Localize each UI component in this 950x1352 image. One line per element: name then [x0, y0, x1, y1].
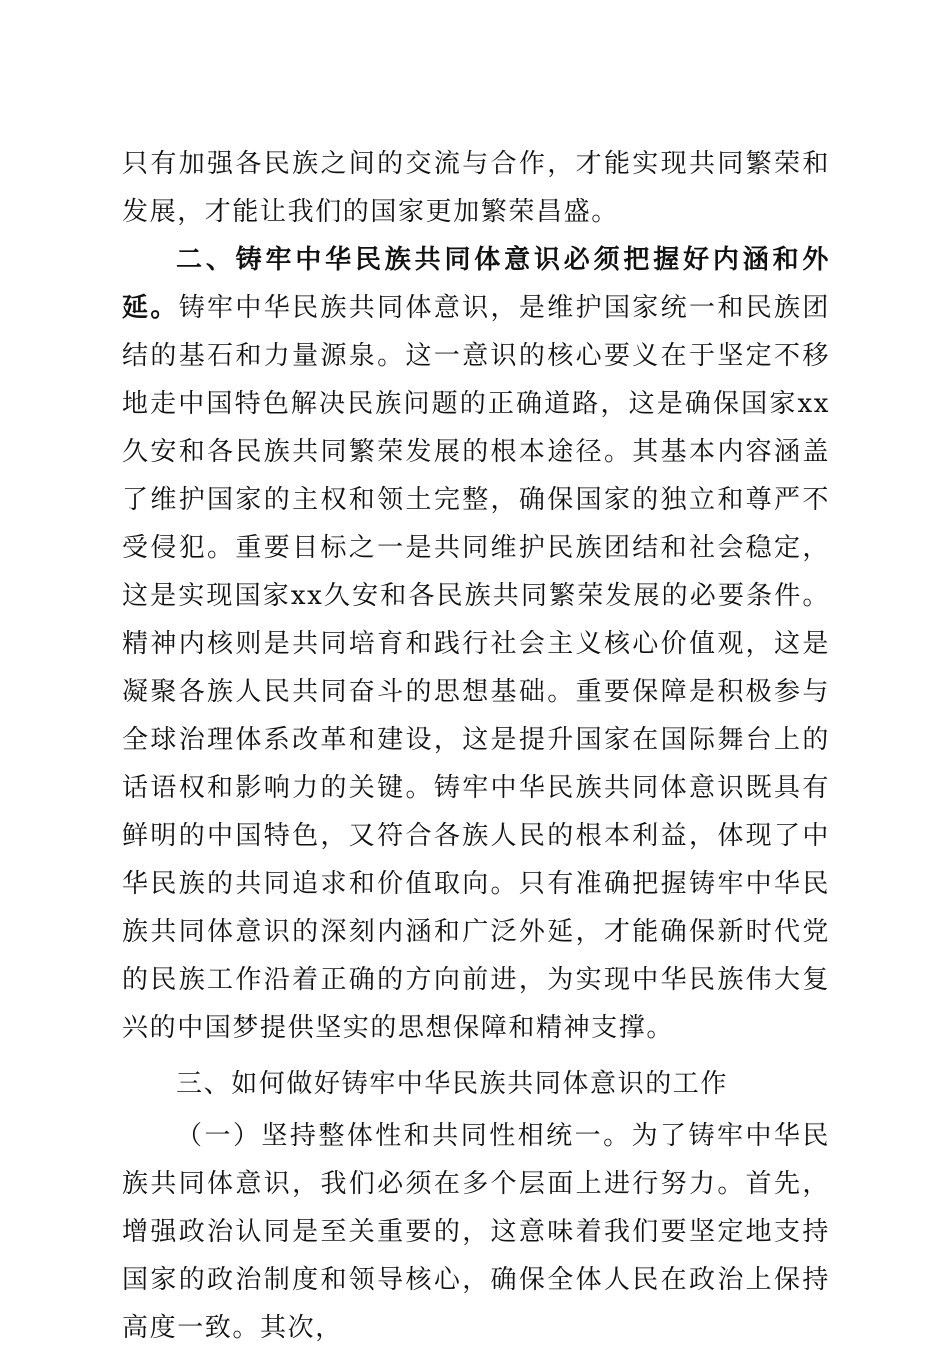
section-3-title: 三、如何做好铸牢中华民族共同体意识的工作 — [176, 1069, 729, 1099]
section-3-sub-1-heading: （一）坚持整体性和共同性相统一。 — [176, 1121, 632, 1151]
section-3-sub-1-paragraph — [122, 1112, 830, 1352]
section-2-body: 铸牢中华民族共同体意识，是维护国家统一和民族团结的基石和力量源泉。这一意识的核心要义在于坚定不移地走中国特色解决民族问题的正确道路，这是确保国家xx久安和各民族共同繁荣发展的根本途径。其基本内容涵盖了维护国家的主权和领土完整，确保国家的独立和尊严不受侵犯。重要目标之一是共同维护民族团结和社会稳定，这是实现国家xx久安和各民族共同繁荣发展的必要条件。精神内核则是共同培育和践行社会主义核心价值观，这是凝聚各族人民共同奋斗的思想基础。重要保障是积极参与全球治理体系改革和建设，这是提升国家在国际舞台上的话语权和影响力的关键。铸牢中华民族共同体意识既具有鲜明的中国特色，又符合各族人民的根本利益，体现了中华民族的共同追求和价值取向。只有准确把握铸牢中华民族共同体意识的深刻内涵和广泛外延，才能确保新时代党的民族工作沿着正确的方向前进，为实现中华民族伟大复兴的中国梦提供坚实的思想保障和精神支撑。 — [122, 293, 830, 1043]
document-body — [122, 140, 830, 1352]
section-3-sub-1-body: 为了铸牢中华民族共同体意识，我们必须在多个层面上进行努力。首先，增强政治认同是至关重要的，这意味着我们要坚定地支持国家的政治制度和领导核心，确保全体人民在政治上保持高度一致。其次， — [122, 1121, 830, 1343]
paragraph-continuation: 只有加强各民族之间的交流与合作，才能实现共同繁荣和发展，才能让我们的国家更加繁荣昌盛。 — [122, 149, 830, 227]
section-2-heading: 二、铸牢中华民族共同体意识必须把握好内涵和外延。 — [122, 245, 830, 323]
section-2-paragraph — [122, 236, 830, 1052]
